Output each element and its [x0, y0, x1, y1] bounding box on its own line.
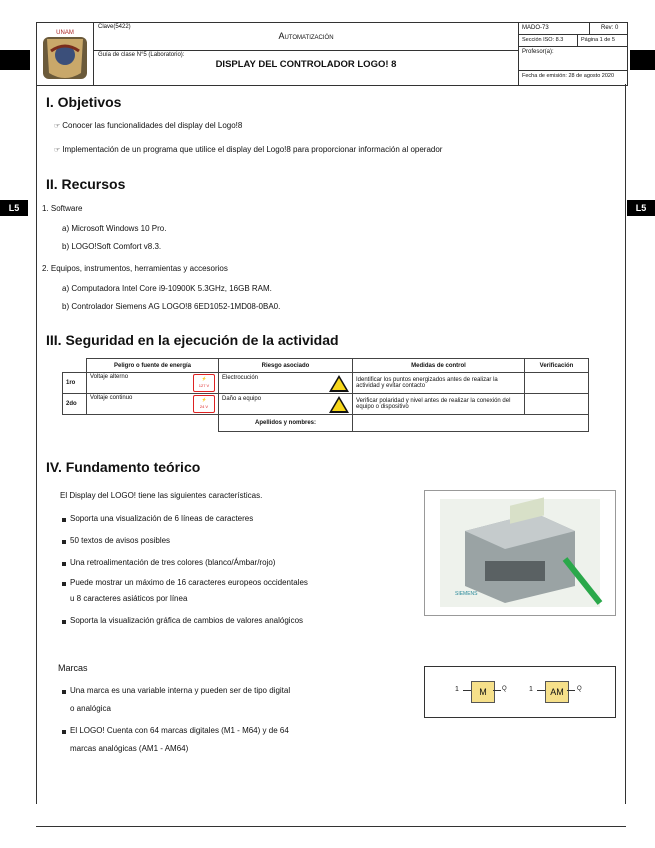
section-objetivos: I. Objetivos — [46, 94, 122, 110]
section-recursos: II. Recursos — [46, 176, 126, 192]
page-title: DISPLAY DEL CONTROLADOR LOGO! 8 — [215, 59, 397, 70]
section-seguridad: III. Seguridad en la ejecución de la actividad — [46, 332, 339, 348]
marcas-title: Marcas — [58, 663, 88, 673]
marca-blocks-diagram: 1 M Q 1 AM Q — [424, 666, 616, 718]
check-cell[interactable] — [525, 394, 589, 415]
electric-warning-icon — [329, 375, 349, 392]
area-title: Automatización — [278, 31, 334, 41]
warning-icon — [329, 396, 349, 413]
objetivo-item: ☞ Conocer las funcionalidades del display del Logo!8 — [54, 121, 243, 130]
logo-device-image — [424, 490, 616, 616]
col-header: Medidas de control — [353, 359, 525, 373]
table-row: 2do Voltaje continuo ⚡ 24 V Daño a equipo Verificar polaridad y nivel antes de realizar la conexión del equipo o dispositivo — [63, 394, 589, 415]
header-right — [519, 23, 627, 85]
professor-label: Profesor(a): — [522, 49, 554, 55]
voltage-icon: ⚡ 127 V — [193, 374, 215, 392]
revision: Rev: 0 — [601, 25, 619, 31]
section-fundamento: IV. Fundamento teórico — [46, 459, 201, 475]
risk-table — [62, 358, 589, 432]
software-item: a) Microsoft Windows 10 Pro. — [62, 224, 167, 233]
header-center — [94, 23, 519, 85]
frame-right — [625, 84, 626, 804]
marca-item: El LOGO! Cuenta con 64 marcas digitales (M1 - M64) y de 64 — [70, 726, 289, 735]
equipo-item: b) Controlador Siemens AG LOGO!8 6ED1052-1MD08-0BA0. — [62, 302, 281, 311]
fundamento-intro: El Display del LOGO! tiene las siguientes características. — [60, 491, 263, 500]
svg-text:SIEMENS: SIEMENS — [455, 591, 478, 597]
unam-crest-icon — [37, 23, 93, 85]
check-cell[interactable] — [525, 373, 589, 394]
frame-left — [36, 84, 37, 804]
col-header: Verificación — [525, 359, 589, 373]
document-header — [36, 22, 628, 86]
marca-item-cont: marcas analógicas (AM1 - AM64) — [70, 744, 189, 753]
issue-date: Fecha de emisión: 28 de agosto 2020 — [522, 73, 615, 79]
feature-item: Puede mostrar un máximo de 16 caracteres europeos occidentales — [70, 578, 308, 587]
clave-label: Clave(5422) — [98, 24, 131, 30]
page-number: Página 1 de 5 — [581, 37, 615, 43]
feature-item-cont: u 8 caracteres asiáticos por línea — [70, 594, 188, 603]
signature-field[interactable] — [353, 415, 589, 432]
feature-item: Soporta una visualización de 6 líneas de caracteres — [70, 514, 254, 523]
guia-label: Guía de clase N°5 (Laboratorio): — [98, 52, 185, 58]
equipos-label: 2. Equipos, instrumentos, herramientas y accesorios — [42, 264, 228, 273]
objetivo-item: ☞ Implementación de un programa que utilice el display del Logo!8 para proporcionar información al operador — [54, 145, 443, 154]
top-right-tab — [630, 50, 655, 70]
software-item: b) LOGO!Soft Comfort v8.3. — [62, 242, 162, 251]
col-header: Riesgo asociado — [219, 359, 353, 373]
feature-item: Una retroalimentación de tres colores (blanco/Ámbar/rojo) — [70, 558, 276, 567]
unam-logo — [37, 23, 94, 85]
iso-section: Sección ISO: 8.3 — [522, 37, 564, 43]
signature-label: Apellidos y nombres: — [219, 415, 353, 432]
side-tab-right: L5 — [627, 200, 655, 216]
equipo-item: a) Computadora Intel Core i9-10900K 5.3GHz, 16GB RAM. — [62, 284, 272, 293]
doc-code: MADO-73 — [522, 25, 549, 31]
feature-item: 50 textos de avisos posibles — [70, 536, 171, 545]
svg-text:UNAM: UNAM — [56, 30, 74, 36]
side-tab-left: L5 — [0, 200, 28, 216]
top-left-tab — [0, 50, 30, 70]
col-header: Peligro o fuente de energía — [87, 359, 219, 373]
marca-item: Una marca es una variable interna y pueden ser de tipo digital — [70, 686, 291, 695]
feature-item: Soporta la visualización gráfica de cambios de valores analógicos — [70, 616, 304, 625]
marca-am-block: AM — [545, 681, 569, 703]
marca-item-cont: o analógica — [70, 704, 111, 713]
footer-line — [36, 826, 626, 827]
voltage-icon: ⚡ 24 V — [193, 395, 215, 413]
marca-m-block: M — [471, 681, 495, 703]
software-label: 1. Software — [42, 204, 83, 213]
table-row: 1ro Voltaje alterno ⚡ 127 V Electrocución Identificar los puntos energizados antes de realizar la actividad y evitar contacto — [63, 373, 589, 394]
